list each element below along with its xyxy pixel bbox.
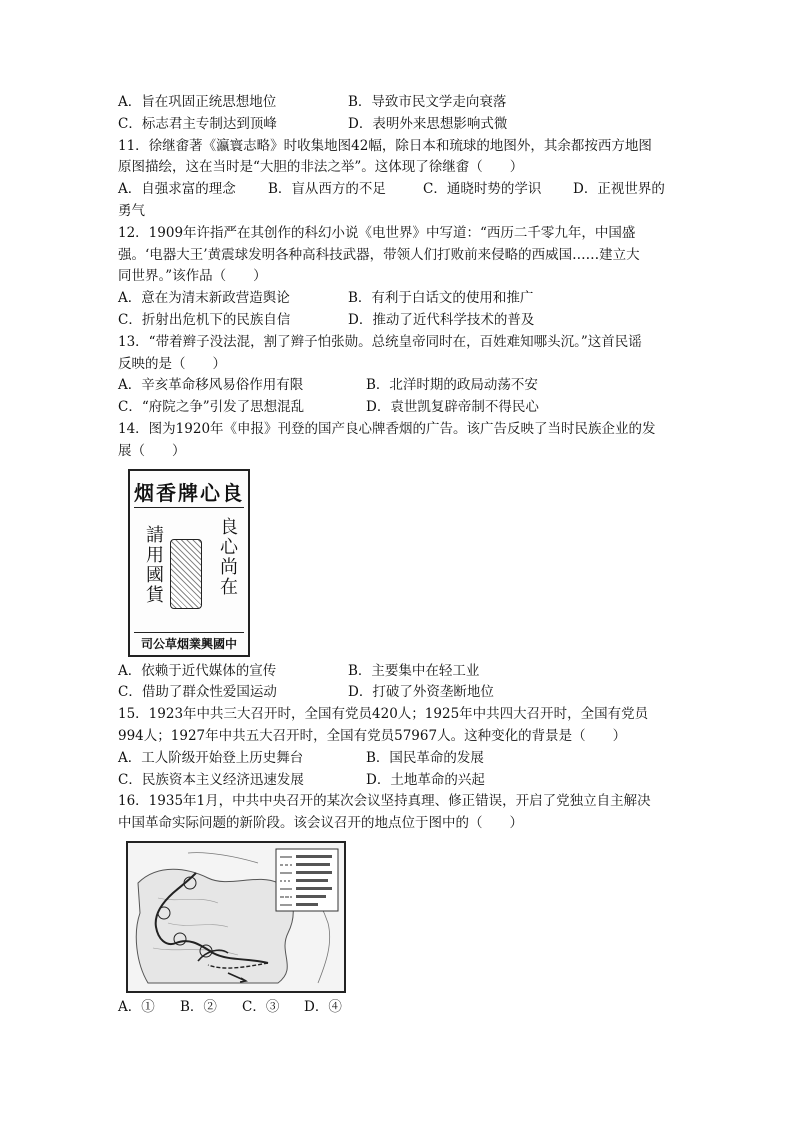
q14-option-a[interactable]: A．依赖于近代媒体的宣传 [118, 662, 277, 679]
q15-stem-line1: 15．1923年中共三大召开时，全国有党员420人；1925年中共四大召开时，全国有党员 [118, 706, 649, 723]
q15-stem-line2: 994人；1927年中共五大召开时，全国有党员57967人。这种变化的背景是（ ） [118, 727, 627, 744]
cigarette-advertisement [128, 469, 250, 657]
q16-option-d[interactable]: D．④ [304, 998, 342, 1015]
q10-options-row2 [118, 114, 678, 136]
q14-options-row2 [118, 682, 678, 704]
q10-option-b[interactable]: B．导致市民文学走向衰落 [348, 94, 507, 110]
q16-option-a[interactable]: A．① [118, 998, 155, 1015]
q11-option-d-continued: 勇气 [118, 202, 145, 219]
q13-options-row2 [118, 397, 678, 419]
long-march-route-map [126, 841, 346, 993]
q13-option-a[interactable]: A．辛亥革命移风易俗作用有限 [118, 377, 304, 394]
q15-options-row1 [118, 748, 678, 770]
q11-stem-line1: 11．徐继畬著《瀛寰志略》时收集地图42幅，除日本和琉球的地图外，其余都按西方地图 [118, 137, 652, 154]
q16-option-b[interactable]: B．② [180, 998, 217, 1015]
ad-slogan-right: 良心尚在 [217, 516, 238, 597]
ad-brand-title: 烟香牌心良 [134, 480, 244, 505]
q12-option-b[interactable]: B．有利于白话文的使用和推广 [348, 290, 534, 307]
q12-option-c[interactable]: C．折射出危机下的民族自信 [118, 311, 291, 328]
q16-stem-line1: 16．1935年1月，中共中央召开的某次会议坚持真理、修正错误，开启了党独立自主解决 [118, 793, 651, 810]
map-image [128, 843, 344, 991]
q15-option-c[interactable]: C．民族资本主义经济迅速发展 [118, 771, 304, 788]
q14-options-row1 [118, 661, 678, 683]
q15-option-d[interactable]: D．土地革命的兴起 [366, 771, 485, 788]
ad-top-divider [134, 507, 244, 508]
q13-stem-line2: 反映的是（ ） [118, 355, 226, 372]
q16-options [118, 997, 678, 1019]
q15-option-b[interactable]: B．国民革命的发展 [366, 749, 484, 766]
q14-option-d[interactable]: D．打破了外资垄断地位 [348, 684, 494, 701]
q10-option-c[interactable]: C．标志君主专制达到顶峰 [118, 115, 277, 132]
q11-option-b[interactable]: B．盲从西方的不足 [268, 181, 386, 198]
q10-option-a[interactable]: A．旨在巩固正统思想地位 [118, 94, 277, 110]
q10-option-d[interactable]: D．表明外来思想影响式微 [348, 115, 508, 132]
q11-stem-line2: 原图描绘，这在当时是“大胆的非法之举”。这体现了徐继畬（ ） [118, 159, 524, 176]
q13-options-row1 [118, 375, 678, 397]
q12-options-row1 [118, 288, 678, 310]
q11-option-a[interactable]: A．自强求富的理念 [118, 181, 236, 198]
q11-options [118, 179, 678, 201]
q10-options-row1 [118, 92, 678, 114]
q12-stem-line2: 强。‘电器大王’黄震球发明各种高科技武器，带领人们打败前来侵略的西威国……建立大 [118, 246, 640, 263]
q13-option-d[interactable]: D．袁世凯复辟帝制不得民心 [366, 399, 539, 416]
q13-option-b[interactable]: B．北洋时期的政局动荡不安 [366, 377, 538, 394]
ad-bottom-divider [134, 632, 244, 633]
q16-stem-line2: 中国革命实际问题的新阶段。该会议召开的地点位于图中的（ ） [118, 815, 523, 832]
exam-page [118, 92, 678, 1019]
q13-stem-line1: 13．“带着辫子没法混，割了辫子怕张勋。总统皇帝同时在，百姓难知哪头沉。”这首民谣 [118, 333, 642, 350]
q12-option-d[interactable]: D．推动了近代科学技术的普及 [348, 311, 535, 328]
ad-slogan-left: 請用國貨 [143, 524, 164, 605]
cigarette-advertisement-figure [128, 469, 678, 657]
q15-option-a[interactable]: A．工人阶级开始登上历史舞台 [118, 749, 304, 766]
q15-options-row2 [118, 770, 678, 792]
q11-option-d[interactable]: D．正视世界的 [573, 181, 665, 198]
q12-options-row2 [118, 310, 678, 332]
ad-company-name: 司公草烟業興國中 [140, 636, 237, 651]
q16-option-c[interactable]: C．③ [242, 998, 280, 1015]
q11-option-c[interactable]: C．通晓时势的学识 [423, 181, 542, 198]
q14-option-b[interactable]: B．主要集中在轻工业 [348, 662, 480, 679]
q14-option-c[interactable]: C．借助了群众性爱国运动 [118, 684, 277, 701]
q14-stem-line2: 展（ ） [118, 442, 186, 459]
q13-option-c[interactable]: C．“府院之争”引发了思想混乱 [118, 399, 305, 416]
cigarette-pack-icon [170, 539, 202, 609]
q12-option-a[interactable]: A．意在为清末新政营造舆论 [118, 290, 290, 307]
q12-stem-line1: 12．1909年许指严在其创作的科幻小说《电世界》中写道：“西历二千零九年，中国盛 [118, 224, 636, 241]
q12-stem-line3: 同世界。”该作品（ ） [118, 268, 267, 285]
q14-stem-line1: 14．图为1920年《申报》刊登的国产良心牌香烟的广告。该广告反映了当时民族企业的发 [118, 420, 656, 437]
